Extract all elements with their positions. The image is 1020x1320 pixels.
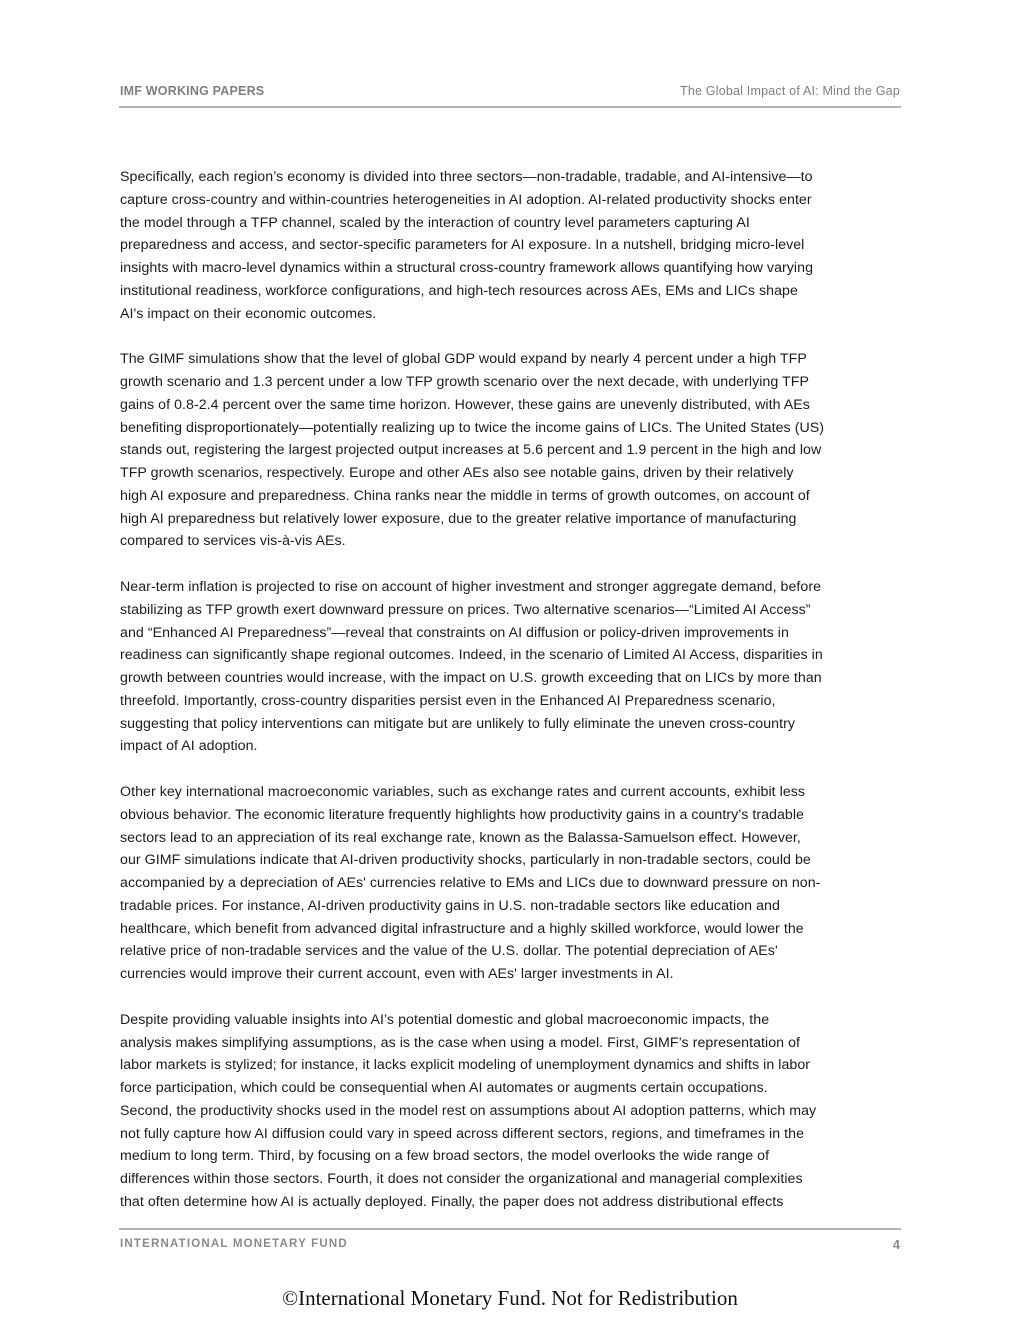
paragraph: The GIMF simulations show that the level of global GDP would expand by nearly 4 percent under a high TFP growth scenario and 1.3 percent under a low TFP growth scenario over the next decade, with underlying TFP gains of 0.8-2.4 percent over the same time horizon. However, these gains are unevenly distributed, with AEs benefiting disproportionately—potentially realizing up to twice the income gains of LICs. The United States (US) stands out, registering the largest projected output increases at 5.6 percent and 1.9 percent in the high and low TFP growth scenarios, respectively. Europe and other AEs also see notable gains, driven by their relatively high AI exposure and preparedness. China ranks near the middle in terms of growth outcomes, on account of high AI preparedness but relatively lower exposure, due to the greater relative importance of manufacturing compared to services vis-à-vis AEs. (120, 351, 825, 550)
paragraph: Specifically, each region’s economy is divided into three sectors—non-tradable, tradable, and AI-intensive—to capture cross-country and within-countries heterogeneities in AI adoption. AI-related productivity shocks enter the model through a TFP channel, scaled by the interaction of country level parameters capturing AI preparedness and access, and sector-specific parameters for AI exposure. In a nutshell, bridging micro-level insights with macro-level dynamics within a structural cross-country framework allows quantifying how varying institutional readiness, workforce configurations, and high-tech resources across AEs, EMs and LICs shape AI's impact on their economic outcomes. (120, 169, 814, 322)
series-title: IMF WORKING PAPERS (120, 84, 265, 98)
page-header (119, 80, 901, 108)
page-footer (119, 1228, 901, 1256)
page-number: 4 (892, 1237, 900, 1252)
paragraph: Other key international macroeconomic variables, such as exchange rates and current accounts, exhibit less obvious behavior. The economic literature frequently highlights how productivity gains in a country’s tradable sectors lead to an appreciation of its real exchange rate, known as the Balassa-Samuelson effect. However, our GIMF simulations indicate that AI-driven productivity shocks, particularly in non-tradable sectors, could be accompanied by a depreciation of AEs' currencies relative to EMs and LICs due to downward pressure on non- tradable prices. For instance, AI-driven productivity gains in U.S. non-tradable sectors like education and healthcare, which benefit from advanced digital infrastructure and a highly skilled workforce, would lower the relative price of non-tradable services and the value of the U.S. dollar. The potential depreciation of AEs' currencies would improve their current account, even with AEs' larger investments in AI. (120, 784, 821, 982)
paragraph: Despite providing valuable insights into AI’s potential domestic and global macroeconomic impacts, the analysis makes simplifying assumptions, as is the case when using a model. First, GIMF’s representation of labor markets is stylized; for instance, it lacks explicit modeling of unemployment dynamics and shifts in labor force participation, which could be consequential when AI automates or augments certain occupations. Second, the productivity shocks used in the model rest on assumptions about AI adoption patterns, which may not fully capture how AI diffusion could vary in speed across different sectors, regions, and timeframes in the medium to long term. Third, by focusing on a few broad sectors, the model overlooks the wide range of differences within those sectors. Fourth, it does not consider the organizational and managerial complexities that often determine how AI is actually deployed. Finally, the paper does not address distributional effects (120, 1011, 817, 1210)
copyright-notice: ©International Monetary Fund. Not for Redistribution (282, 1286, 738, 1310)
body-text (120, 166, 901, 1237)
paper-title: The Global Impact of AI: Mind the Gap (679, 84, 900, 98)
publisher-name: INTERNATIONAL MONETARY FUND (120, 1238, 348, 1250)
paragraph: Near-term inflation is projected to rise on account of higher investment and stronger aggregate demand, before stabilizing as TFP growth exert downward pressure on prices. Two alternative scenarios—“Limited AI Access” and “Enhanced AI Preparedness”—reveal that constraints on AI diffusion or policy-driven improvements in readiness can significantly shape regional outcomes. Indeed, in the scenario of Limited AI Access, disparities in growth between countries would increase, with the impact on U.S. growth exceeding that on LICs by more than threefold. Importantly, cross-country disparities persist even in the Enhanced AI Preparedness scenario, suggesting that policy interventions can mitigate but are unlikely to fully eliminate the uneven cross-country impact of AI adoption. (120, 579, 823, 755)
